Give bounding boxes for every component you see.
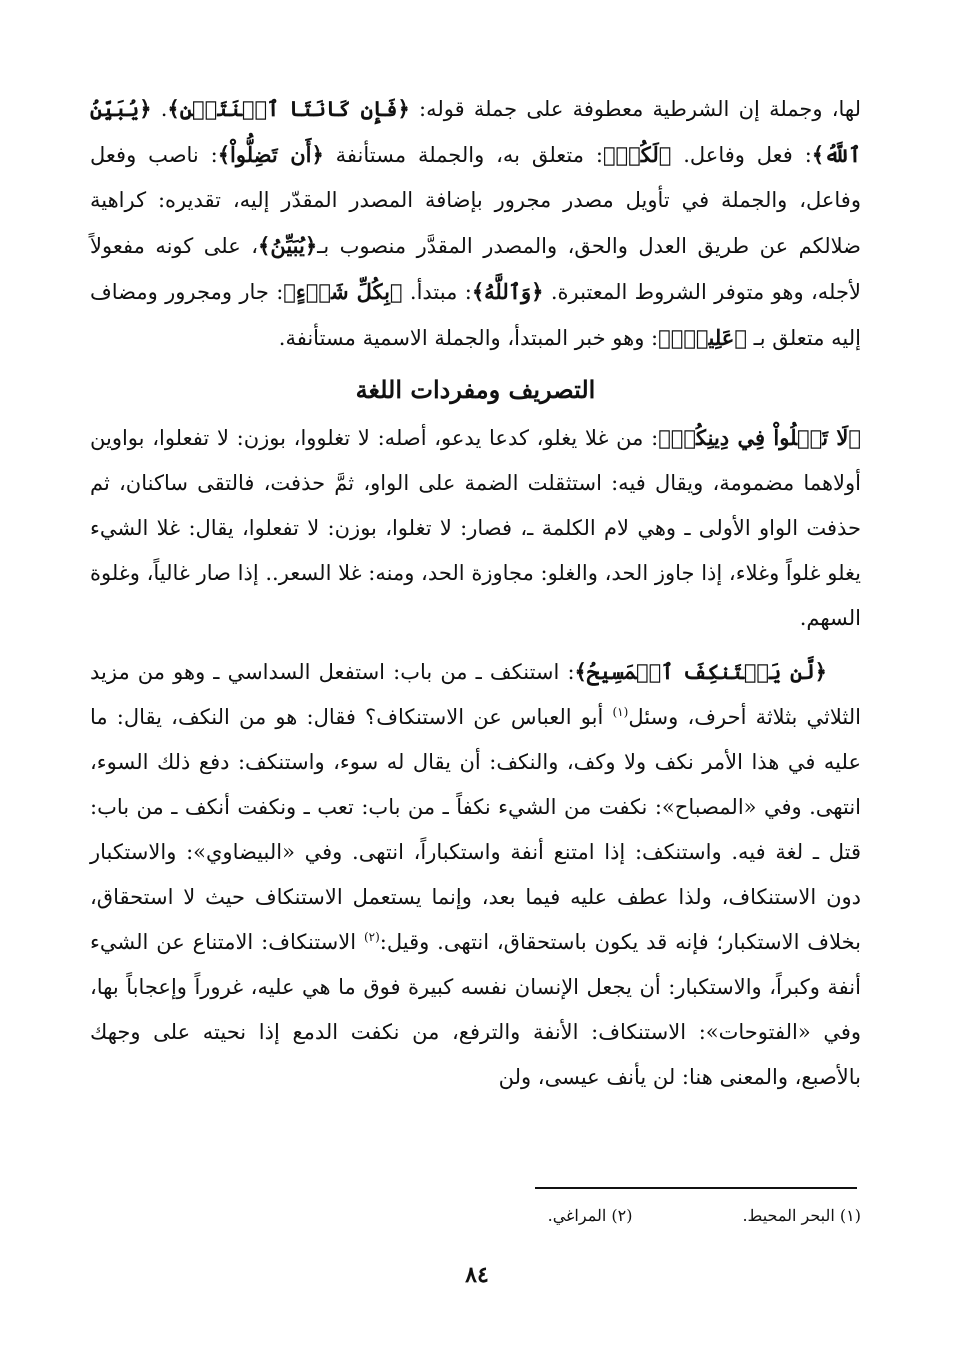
text-run: . xyxy=(151,97,168,121)
paragraph-yastankif xyxy=(90,649,861,1100)
text-run: : متعلق به، والجملة مستأنفة xyxy=(323,143,603,167)
footnote-ref-2[interactable]: (٢) xyxy=(363,930,380,944)
text-run: : مبتدأ. xyxy=(402,280,472,304)
quran-quote: ﴿لَكُمۡ﴾ xyxy=(602,142,672,167)
quran-quote: ﴿أَن تَضِلُّواْ﴾ xyxy=(217,142,324,167)
text-run: الاستنكاف: الامتناع عن الشيء أنفة وكبراً، والاستكبار: أن يجعل الإنسان نفسه كبيرة فوق ما هي عليه، غروراً وإعجاباً بها، وفي «الفتوحات»: الاستنكاف: الأنفة والترفع، من نكفت الدمع إذا نحيته على وجهك بالأصبع، والمعنى هنا: لن يأنف عيسى، ولن xyxy=(90,930,861,1089)
footnote-divider xyxy=(535,1187,857,1189)
text-run: : وهو خبر المبتدأ، والجملة الاسمية مستأنفة. xyxy=(278,326,659,350)
quran-quote: ﴿عَلِيمٌۢ﴾ xyxy=(658,325,747,350)
text-run: : جار ومجرور ومضاف إليه متعلق بـ xyxy=(90,280,861,350)
section-heading: التصريف ومفردات اللغة xyxy=(355,375,596,404)
text-run: أبو العباس عن الاستنكاف؟ فقال: هو من النكف، يقال: ما عليه في هذا الأمر نكف ولا وكف، والنكف: أن يقال له سوء، واستنكف: دفع ذلك السوء، انتهى. وفي «المصباح»: نكفت من الشيء نكفاً ـ من باب: تعب ـ ونكفت أنكف ـ من باب: قتل ـ لغة فيه. واستنكف: إذا امتنع أنفة واستكباراً، انتهى. وفي «البيضاوي»: والاستكبار دون الاستنكاف، ولذا عطف عليه فيما بعد، وإنما يستعمل الاستنكاف حيث لا استحقاق، بخلاف الاستكبار؛ فإنه قد يكون باستحقاق، انتهى. وقيل: xyxy=(90,705,862,954)
footnotes xyxy=(330,1206,861,1225)
text-run: : فعل وفاعل. xyxy=(671,143,812,167)
footnote-ref-1[interactable]: (١) xyxy=(612,705,629,719)
page-number: ٨٤ xyxy=(465,1262,489,1288)
main-text xyxy=(90,86,861,1100)
paragraph-taghlu xyxy=(90,415,861,641)
quran-quote: ﴿فَإِن كَانَتَا ٱثۡنَتَيۡنِ﴾ xyxy=(167,96,410,121)
text-run: : من غلا يغلو، كدعا يدعو، أصله: لا تغلووا، بوزن: لا تفعلوا، بواوين أولاهما مضمومة، ويقال فيه: استثقلت الضمة على الواو، ثمَّ حذفت، فالتقى ساكنان، ثم حذفت الواو الأولى ـ وهي لام الكلمة ـ، فصار: لا تغلوا، بوزن: لا تفعلوا، يقال: غلا الشيء يغلو غلواً وغلاء، إذا جاوز الحد، والغلو: مجاوزة الحد، ومنه: غلا السعر.. إذا صار غالياً، وغلوة السهم. xyxy=(90,426,861,630)
quran-quote: ﴿وَٱللَّهُ﴾ xyxy=(471,279,544,304)
quran-quote: ﴿لَّن يَسۡتَنكِفَ ٱلۡمَسِيحُ﴾ xyxy=(574,659,827,684)
intro-paragraph xyxy=(90,86,861,361)
quran-quote: ﴿لَا تَغۡلُواْ فِي دِينِكُمۡ﴾ xyxy=(658,425,861,450)
text-run: : استنكف ـ من باب: استفعل السداسي ـ وهو من مزيد الثلاثي بثلاثة أحرف، وسئل xyxy=(90,660,861,729)
quran-quote: ﴿بِكُلِّ شَيۡءٍ﴾ xyxy=(283,279,403,304)
footnote-1: (١) البحر المحيط. xyxy=(742,1206,861,1225)
quran-quote: ﴿يُبَيِّنُ﴾ xyxy=(258,233,318,258)
text-run: ، على كونه مفعولاً لأجله، وهو متوفر الشروط المعتبرة. xyxy=(90,234,861,304)
text-run: لها، وجملة إن الشرطية معطوفة على جملة قوله: xyxy=(409,97,861,121)
quran-quote: ﴿يُبَيِّنُ ٱللَّهُ﴾ xyxy=(90,96,861,167)
footnote-2: (٢) المراغي. xyxy=(547,1206,633,1225)
text-run: : ناصب وفعل وفاعل، والجملة في تأويل مصدر مجرور بإضافة المصدر المقدّر إليه، تقديره: كراهية ضلالكم عن طريق العدل والحق، والمصدر المقدَّر منصوب بـ xyxy=(90,143,861,258)
